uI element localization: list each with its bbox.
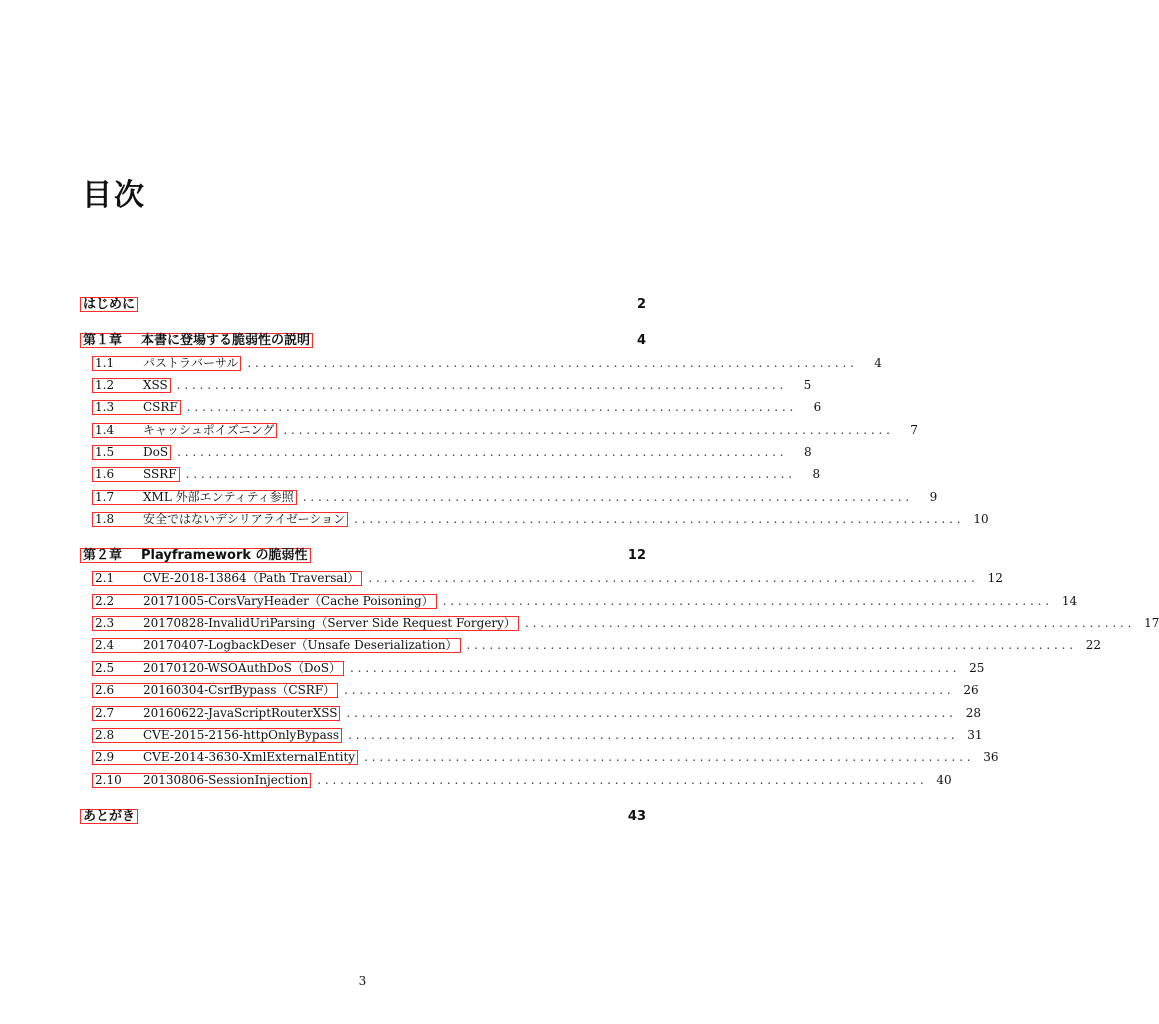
toc-link[interactable] xyxy=(92,638,461,653)
toc-leader-dots: . . . . . . . . . . . . . . . . . . . . . . . . . . . . . . . . . . . . . . . . . . . . . . . . . . . . . . . . . . . . . . . . . . . . . . . . . . . . . . . . xyxy=(283,423,890,437)
toc-page-number: 7 xyxy=(910,423,918,437)
toc-leader-dots: . . . . . . . . . . . . . . . . . . . . . . . . . . . . . . . . . . . . . . . . . . . . . . . . . . . . . . . . . . . . . . . . . . . . . . . . . . . . . . . . xyxy=(344,683,951,697)
toc-leader-dots: . . . . . . . . . . . . . . . . . . . . . . . . . . . . . . . . . . . . . . . . . . . . . . . . . . . . . . . . . . . . . . . . . . . . . . . . . . . . . . . . xyxy=(176,378,784,392)
toc-link[interactable] xyxy=(92,706,340,721)
toc-entry-number: 1.6 xyxy=(95,466,115,481)
toc-leader-dots: . . . . . . . . . . . . . . . . . . . . . . . . . . . . . . . . . . . . . . . . . . . . . . . . . . . . . . . . . . . . . . . . . . . . . . . . . . . . . . . . xyxy=(185,467,793,481)
toc-entry-title: 本書に登場する脆弱性の説明 xyxy=(141,332,311,348)
toc-entry-number: 第１章 xyxy=(83,332,123,348)
toc-entry-number: 1.4 xyxy=(95,422,115,437)
toc-section-entry xyxy=(80,770,952,790)
toc-page-number: 28 xyxy=(965,706,981,720)
toc-page-number: 25 xyxy=(969,661,985,675)
toc-entry-number: 2.5 xyxy=(95,660,115,675)
toc-leader-dots: . . . . . . . . . . . . . . . . . . . . . . . . . . . . . . . . . . . . . . . . . . . . . . . . . . . . . . . . . . . . . . . . . . . . . . . . . . . . . . . . xyxy=(348,728,955,742)
toc-link[interactable] xyxy=(80,297,138,312)
toc-leader-dots: . . . . . . . . . . . . . . . . . . . . . . . . . . . . . . . . . . . . . . . . . . . . . . . . . . . . . . . . . . . . . . . . . . . . . . . . . . . . . . . . xyxy=(349,661,957,675)
toc-page-number: 43 xyxy=(627,808,646,824)
toc-section-entry xyxy=(80,375,812,395)
toc-entry-number: 2.4 xyxy=(95,637,115,652)
toc-section-entry xyxy=(80,725,983,745)
toc-page-number: 6 xyxy=(813,400,822,414)
toc-entry-number: 2.9 xyxy=(95,749,115,764)
toc-entry-title: 20170828-InvalidUriParsing（Server Side Request Forgery） xyxy=(143,615,516,630)
toc-entry-label: あとがき xyxy=(83,808,136,824)
toc-link[interactable] xyxy=(92,571,362,586)
toc-entry-title: Playframework の脆弱性 xyxy=(141,547,308,563)
toc-section-entry xyxy=(80,442,812,462)
toc-entry-title: CVE-2018-13864（Path Traversal） xyxy=(143,570,360,585)
toc-leader-dots: . . . . . . . . . . . . . . . . . . . . . . . . . . . . . . . . . . . . . . . . . . . . . . . . . . . . . . . . . . . . . . . . . . . . . . . . . . . . . . . . xyxy=(466,638,1074,652)
toc-page-number: 8 xyxy=(812,467,821,481)
toc-leader-dots: . . . . . . . . . . . . . . . . . . . . . . . . . . . . . . . . . . . . . . . . . . . . . . . . . . . . . . . . . . . . . . . . . . . . . . . . . . . . . . . . xyxy=(364,750,971,764)
footer-page-number: 3 xyxy=(358,974,367,988)
toc-link[interactable] xyxy=(92,490,297,505)
toc-entry-number: 2.6 xyxy=(95,682,115,697)
toc-section-entry xyxy=(80,487,938,507)
toc-leader-dots: . . . . . . . . . . . . . . . . . . . . . . . . . . . . . . . . . . . . . . . . . . . . . . . . . . . . . . . . . . . . . . . . . . . . . . . . . . . . . . . . xyxy=(186,400,794,414)
toc-link[interactable] xyxy=(80,809,138,824)
toc-leader-dots: . . . . . . . . . . . . . . . . . . . . . . . . . . . . . . . . . . . . . . . . . . . . . . . . . . . . . . . . . . . . . . . . . . . . . . . . . . . . . . . . xyxy=(247,356,854,370)
toc-link[interactable] xyxy=(92,750,358,765)
toc-section-entry xyxy=(80,703,981,723)
toc-link[interactable] xyxy=(92,728,342,743)
toc-entry-title: 20130806-SessionInjection xyxy=(143,772,309,787)
toc-section-entry xyxy=(80,747,999,767)
toc-chapter-entry xyxy=(80,330,646,350)
toc-page-number: 4 xyxy=(636,332,646,348)
toc-link[interactable] xyxy=(92,594,437,609)
toc-entry-title: DoS xyxy=(143,444,169,459)
toc-entry-number: 2.1 xyxy=(95,570,115,585)
toc-entry-number: 1.8 xyxy=(95,511,115,526)
toc-entry-number: 第２章 xyxy=(83,547,123,563)
toc-link[interactable] xyxy=(92,445,171,460)
toc-entry-title: 20160622-JavaScriptRouterXSS xyxy=(143,705,338,720)
toc-page-number: 17 xyxy=(1144,616,1159,630)
toc-entry-title: CSRF xyxy=(143,399,178,414)
toc-page-number: 12 xyxy=(627,547,646,563)
toc-page-number: 8 xyxy=(803,445,812,459)
toc-link[interactable] xyxy=(92,400,181,415)
toc-entry-number: 2.7 xyxy=(95,705,115,720)
toc-page-number: 12 xyxy=(987,571,1003,585)
toc-page-number: 2 xyxy=(636,296,646,312)
toc-entry-title: 20171005-CorsVaryHeader（Cache Poisoning） xyxy=(143,593,434,608)
toc-page-number: 31 xyxy=(967,728,983,742)
toc-entry-title: キャッシュポイズニング xyxy=(143,422,275,437)
toc-leader-dots: . . . . . . . . . . . . . . . . . . . . . . . . . . . . . . . . . . . . . . . . . . . . . . . . . . . . . . . . . . . . . . . . . . . . . . . . . . . . . . . . xyxy=(302,490,910,504)
toc-entry-number: 2.2 xyxy=(95,593,115,608)
toc-entry-number: 1.1 xyxy=(95,355,115,370)
toc-unnumbered-entry xyxy=(80,294,646,314)
toc-link[interactable] xyxy=(92,773,311,788)
toc-section-entry xyxy=(80,658,985,678)
toc-page-number: 9 xyxy=(929,490,938,504)
toc-section-entry xyxy=(80,680,979,700)
toc-section-entry xyxy=(80,591,1078,611)
toc-entry-title: 20170120-WSOAuthDoS（DoS） xyxy=(143,660,341,675)
toc-link[interactable] xyxy=(92,356,241,371)
toc-link[interactable] xyxy=(80,333,313,348)
toc-chapter-entry xyxy=(80,545,646,565)
toc-entry-title: パストラバーサル xyxy=(143,355,239,370)
toc-entry-number: 1.2 xyxy=(95,377,115,392)
toc-page-number: 5 xyxy=(803,378,812,392)
toc-page-number: 26 xyxy=(963,683,979,697)
toc-section-entry xyxy=(80,397,822,417)
toc-leader-dots: . . . . . . . . . . . . . . . . . . . . . . . . . . . . . . . . . . . . . . . . . . . . . . . . . . . . . . . . . . . . . . . . . . . . . . . . . . . . . . . . xyxy=(177,445,784,459)
toc-entry-label: はじめに xyxy=(83,296,136,312)
toc-entry-title: 20170407-LogbackDeser（Unsafe Deserialization） xyxy=(143,637,458,652)
toc-section-entry xyxy=(80,613,1159,633)
toc-link[interactable] xyxy=(92,467,180,482)
toc-entry-number: 1.7 xyxy=(95,489,115,504)
toc-page-number: 22 xyxy=(1085,638,1102,652)
toc-page-number: 36 xyxy=(983,750,999,764)
toc-title: 目次 xyxy=(82,178,146,213)
toc-entry-number: 2.8 xyxy=(95,727,115,742)
toc-entry-title: 20160304-CsrfBypass（CSRF） xyxy=(143,682,336,697)
toc-link[interactable] xyxy=(92,378,171,393)
toc-link[interactable] xyxy=(92,661,344,676)
toc-entry-number: 1.3 xyxy=(95,399,115,414)
toc-leader-dots: . . . . . . . . . . . . . . . . . . . . . . . . . . . . . . . . . . . . . . . . . . . . . . . . . . . . . . . . . . . . . . . . . . . . . . . . . . . . . . . . xyxy=(524,616,1132,630)
toc-section-entry xyxy=(80,568,1003,588)
toc-leader-dots: . . . . . . . . . . . . . . . . . . . . . . . . . . . . . . . . . . . . . . . . . . . . . . . . . . . . . . . . . . . . . . . . . . . . . . . . . . . . . . . . xyxy=(368,571,975,585)
toc-entry-title: XML 外部エンティティ参照 xyxy=(143,489,294,504)
toc-leader-dots: . . . . . . . . . . . . . . . . . . . . . . . . . . . . . . . . . . . . . . . . . . . . . . . . . . . . . . . . . . . . . . . . . . . . . . . . . . . . . . . . xyxy=(346,706,953,720)
toc-leader-dots: . . . . . . . . . . . . . . . . . . . . . . . . . . . . . . . . . . . . . . . . . . . . . . . . . . . . . . . . . . . . . . . . . . . . . . . . . . . . . . . . xyxy=(442,594,1050,608)
toc-entry-number: 1.5 xyxy=(95,444,115,459)
toc-section-entry xyxy=(80,509,989,529)
toc-leader-dots: . . . . . . . . . . . . . . . . . . . . . . . . . . . . . . . . . . . . . . . . . . . . . . . . . . . . . . . . . . . . . . . . . . . . . . . . . . . . . . . . xyxy=(317,773,924,787)
toc-section-entry xyxy=(80,464,821,484)
toc-link[interactable] xyxy=(92,512,348,527)
toc-page-number: 14 xyxy=(1061,594,1078,608)
toc-section-entry xyxy=(80,420,918,440)
toc-entry-title: 安全ではないデシリアライゼーション xyxy=(143,511,346,526)
toc-entry-title: CVE-2015-2156-httpOnlyBypass xyxy=(143,727,340,742)
toc-link[interactable] xyxy=(92,423,277,438)
toc-page-number: 40 xyxy=(936,773,952,787)
toc-entry-number: 2.3 xyxy=(95,615,115,630)
toc-section-entry xyxy=(80,353,882,373)
toc-link[interactable] xyxy=(92,683,338,698)
toc-unnumbered-entry xyxy=(80,806,646,826)
toc-entry-title: XSS xyxy=(143,377,168,392)
toc-page-number: 4 xyxy=(874,356,882,370)
toc-page-number: 10 xyxy=(973,512,989,526)
toc-leader-dots: . . . . . . . . . . . . . . . . . . . . . . . . . . . . . . . . . . . . . . . . . . . . . . . . . . . . . . . . . . . . . . . . . . . . . . . . . . . . . . . . xyxy=(354,512,961,526)
toc-section-entry xyxy=(80,635,1102,655)
toc-link[interactable] xyxy=(80,548,311,563)
toc-entry-title: CVE-2014-3630-XmlExternalEntity xyxy=(143,749,356,764)
toc-entry-number: 2.10 xyxy=(95,772,122,787)
toc-entry-title: SSRF xyxy=(143,466,177,481)
toc-link[interactable] xyxy=(92,616,519,631)
